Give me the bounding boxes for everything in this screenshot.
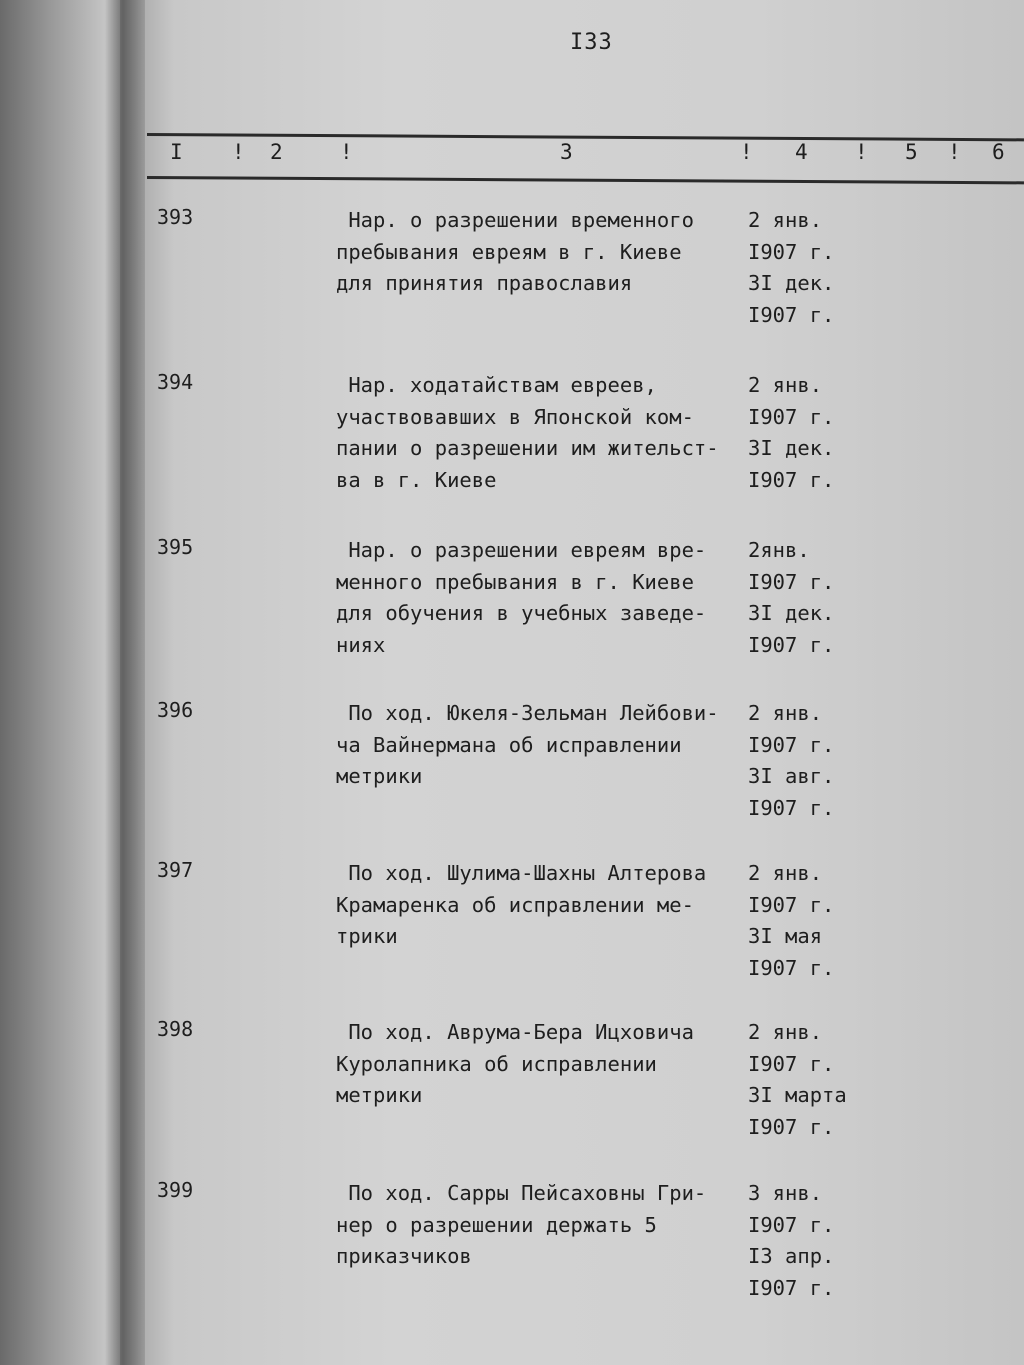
entry-number: 399 (157, 1178, 194, 1202)
entry-dates: 3 янв. I907 г. I3 апр. I907 г. (748, 1181, 835, 1300)
column-separator: ! (232, 140, 245, 164)
entry-description: По ход. Шулима-Шахны Алтерова Крамаренка об исправлении ме- трики (336, 861, 707, 948)
column-header-8: 5 (905, 140, 918, 164)
entry-description: По ход. Сарры Пейсаховны Гри- нер о разрешении держать 5 приказчиков (336, 1181, 707, 1268)
column-header-4: 3 (560, 140, 573, 164)
column-header-0: I (170, 140, 183, 164)
entry-dates: 2 янв. I907 г. 3I мая I907 г. (748, 861, 835, 980)
column-separator: ! (948, 140, 961, 164)
entry-number: 397 (157, 858, 194, 882)
entry-dates: 2 янв. I907 г. 3I дек. I907 г. (748, 373, 835, 492)
book-gutter (105, 0, 145, 1365)
entry-number: 396 (157, 698, 194, 722)
page-number: I33 (570, 30, 613, 55)
column-separator: ! (855, 140, 868, 164)
entry-number: 394 (157, 370, 194, 394)
entry-number: 398 (157, 1017, 194, 1041)
column-header-6: 4 (795, 140, 808, 164)
column-separator: ! (740, 140, 753, 164)
entry-number: 393 (157, 205, 194, 229)
entry-description: Нар. о разрешении евреям вре- менного пребывания в г. Киеве для обучения в учебных заведе- ниях (336, 538, 707, 657)
column-separator: ! (340, 140, 353, 164)
entry-dates: 2янв. I907 г. 3I дек. I907 г. (748, 538, 835, 657)
entry-description: Нар. о разрешении временного пребывания евреям в г. Киеве для принятия православия (336, 208, 694, 295)
column-header-10: 6 (992, 140, 1005, 164)
entry-description: По ход. Аврума-Бера Ицховича Куролапника об исправлении метрики (336, 1020, 694, 1107)
column-header-2: 2 (270, 140, 283, 164)
entry-dates: 2 янв. I907 г. 3I дек. I907 г. (748, 208, 835, 327)
entry-dates: 2 янв. I907 г. 3I авг. I907 г. (748, 701, 835, 820)
entry-number: 395 (157, 535, 194, 559)
entry-description: По ход. Юкеля-Зельман Лейбови- ча Вайнермана об исправлении метрики (336, 701, 719, 788)
entry-description: Нар. ходатайствам евреев, участвовавших в Японской ком- пании о разрешении им жительст- ва в г. Киеве (336, 373, 719, 492)
entry-dates: 2 янв. I907 г. 3I марта I907 г. (748, 1020, 847, 1139)
